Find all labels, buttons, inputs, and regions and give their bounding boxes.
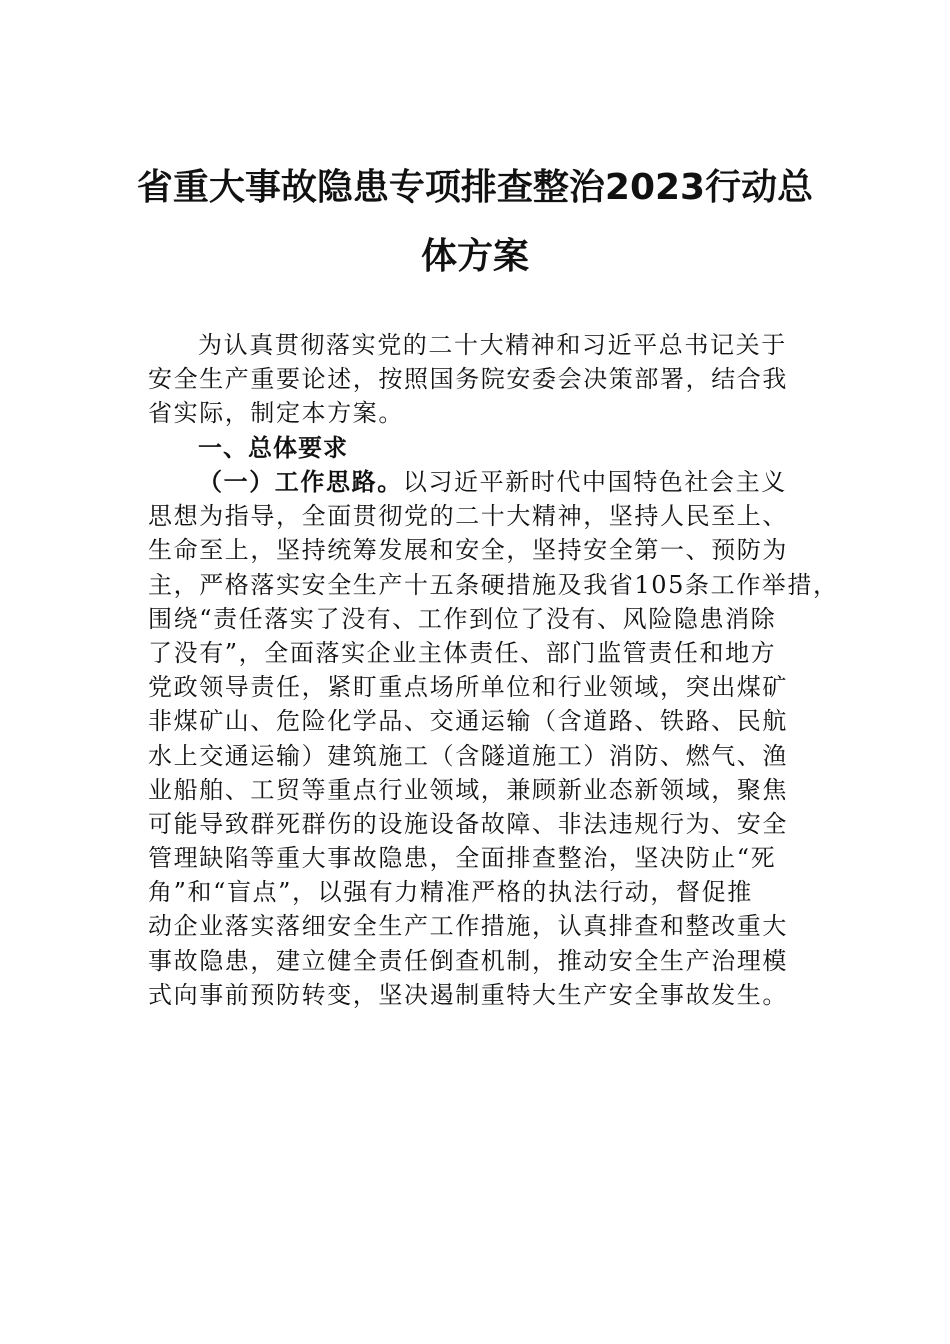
subsection-line: 党政领导责任，紧盯重点场所单位和行业领域，突出煤矿 — [148, 673, 788, 702]
subsection-line: 思想为指导，全面贯彻党的二十大精神，坚持人民至上、 — [148, 502, 788, 531]
subsection-line: 非煤矿山、危险化学品、交通运输（含道路、铁路、民航 — [148, 707, 788, 736]
subsection-line: 动企业落实落细安全生产工作措施，认真排查和整改重大 — [148, 912, 788, 941]
subsection-line: 管理缺陷等重大事故隐患，全面排查整治，坚决防止“死 — [148, 844, 777, 873]
section-heading: 一、总体要求 — [198, 434, 348, 462]
subsection-line: 水上交通运输）建筑施工（含隧道施工）消防、燃气、渔 — [148, 741, 788, 770]
subsection-line: 可能导致群死群伤的设施设备故障、非法违规行为、安全 — [148, 809, 788, 838]
subsection-line: 式向事前预防转变，坚决遏制重特大生产安全事故发生。 — [148, 980, 788, 1009]
document-title-line-2: 体方案 — [420, 236, 529, 277]
intro-line: 为认真贯彻落实党的二十大精神和习近平总书记关于 — [198, 331, 787, 359]
subsection-lead: （一）工作思路。 — [198, 467, 403, 496]
subsection-line: 了没有”，全面落实企业主体责任、部门监管责任和地方 — [148, 638, 777, 667]
intro-line: 安全生产重要论述，按照国务院安委会决策部署，结合我 — [148, 365, 788, 394]
document-title-line-1: 省重大事故隐患专项排查整治2023行动总 — [136, 167, 814, 208]
subsection-line: 业船舶、工贸等重点行业领域，兼顾新业态新领域，聚焦 — [148, 775, 788, 804]
section-heading-block — [148, 431, 808, 465]
subsection-line: 主，严格落实安全生产十五条硬措施及我省105条工作举措， — [148, 570, 839, 599]
intro-line: 省实际，制定本方案。 — [148, 399, 404, 428]
subsection-first-line — [148, 465, 808, 499]
subsection-line: 生命至上，坚持统筹发展和安全，坚持安全第一、预防为 — [148, 536, 788, 565]
subsection-first-line-rest: 以习近平新时代中国特色社会主义 — [402, 468, 787, 496]
subsection-line: 角”和“盲点”，以强有力精准严格的执法行动，督促推 — [148, 878, 753, 907]
subsection-paragraph — [148, 465, 839, 1012]
intro-paragraph — [148, 328, 808, 431]
subsection-line: 围绕“责任落实了没有、工作到位了没有、风险隐患消除 — [148, 604, 777, 633]
subsection-line: 事故隐患，建立健全责任倒查机制，推动安全生产治理模 — [148, 946, 788, 975]
